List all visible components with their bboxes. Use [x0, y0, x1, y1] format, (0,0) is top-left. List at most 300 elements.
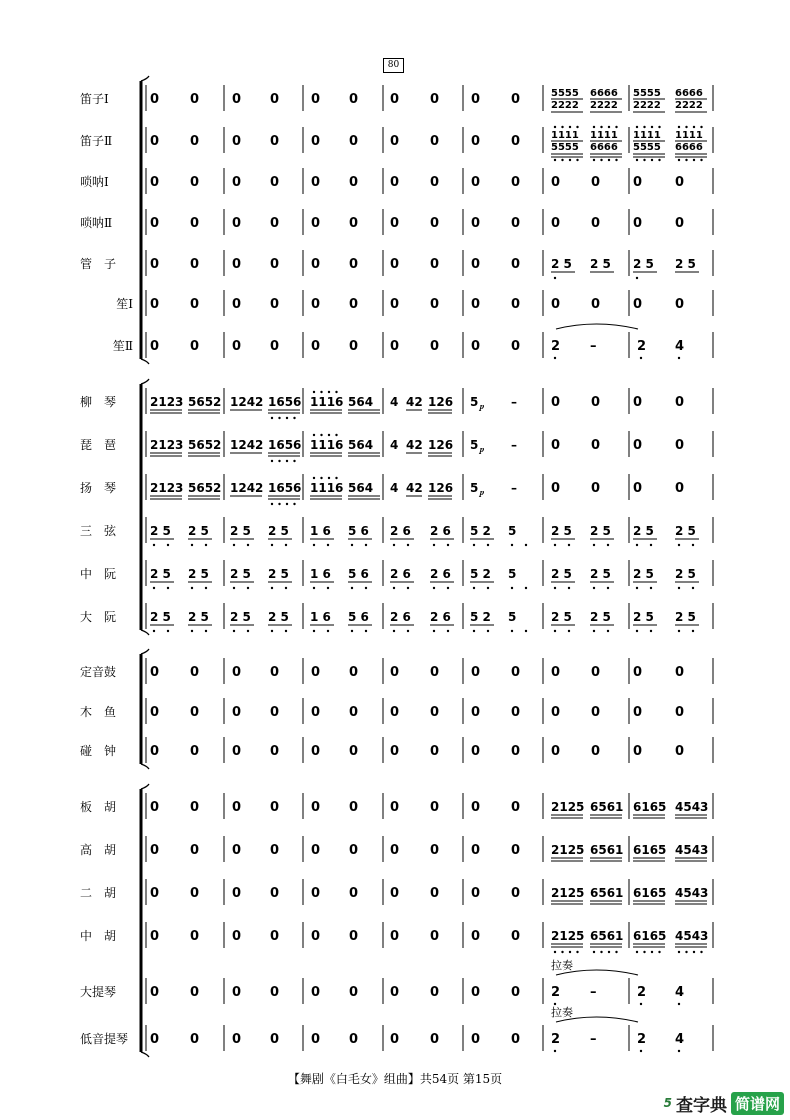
octave-dot — [650, 630, 652, 632]
rest-note: 0 — [311, 886, 321, 901]
note-group: 564 — [348, 438, 374, 452]
octave-dot — [593, 951, 595, 953]
rest-note: 0 — [311, 92, 321, 107]
rest-note: 0 — [511, 929, 521, 944]
rest-note: 0 — [430, 929, 440, 944]
octave-dot — [313, 630, 315, 632]
note-group: 42 — [406, 481, 423, 495]
octave-dot — [636, 544, 638, 546]
rest-note: 0 — [150, 843, 160, 858]
octave-dot — [554, 1003, 556, 1005]
octave-dot — [313, 477, 315, 479]
rest-note: 0 — [675, 705, 685, 720]
note-group: 2 6 — [390, 567, 411, 581]
octave-dot — [365, 630, 367, 632]
octave-dot — [593, 587, 595, 589]
note-group: 1242 — [230, 438, 264, 452]
note-group: 5 6 — [348, 567, 369, 581]
rest-note: 0 — [311, 175, 321, 190]
note-group: 6561 — [590, 800, 624, 814]
rest-note: 0 — [633, 395, 643, 410]
octave-dot — [608, 159, 610, 161]
octave-dot — [327, 630, 329, 632]
rest-note: 0 — [190, 257, 200, 272]
note-group: 5 2 — [470, 610, 491, 624]
note-group: 6165 — [633, 843, 667, 857]
octave-dot — [693, 159, 695, 161]
rest-note: 0 — [270, 297, 280, 312]
rest-note: 0 — [311, 843, 321, 858]
note: 2 — [551, 985, 561, 1000]
rest-note: 0 — [551, 175, 561, 190]
rest-note: 0 — [311, 705, 321, 720]
watermark-site: 查字典 — [675, 1095, 727, 1116]
rest-note: 0 — [349, 665, 359, 680]
rest-note: 0 — [311, 1032, 321, 1047]
rest-note: 0 — [190, 1032, 200, 1047]
rest-note: 0 — [591, 744, 601, 759]
arco-annotation: 拉奏 — [551, 959, 573, 972]
octave-dot — [335, 477, 337, 479]
octave-dot — [569, 159, 571, 161]
octave-dot — [313, 587, 315, 589]
octave-dot — [233, 630, 235, 632]
note-group: 6666 — [590, 88, 618, 99]
rest-note: 0 — [150, 216, 160, 231]
instrument-label: 笛子Ⅰ — [80, 92, 109, 106]
note: 5 — [470, 438, 479, 452]
note-group: 2 5 — [675, 567, 696, 581]
rest-note: 0 — [150, 175, 160, 190]
note-group: 6666 — [675, 142, 703, 153]
octave-dot — [600, 951, 602, 953]
octave-dot — [700, 126, 702, 128]
octave-dot — [271, 460, 273, 462]
rest-note: 0 — [471, 297, 481, 312]
note-group: 4543 — [675, 843, 709, 857]
rest-note: 0 — [551, 744, 561, 759]
rest-note: 0 — [430, 297, 440, 312]
note-group: 5 2 — [470, 567, 491, 581]
note: – — [590, 985, 597, 1000]
octave-dot — [447, 630, 449, 632]
rest-note: 0 — [551, 438, 561, 453]
octave-dot — [328, 391, 330, 393]
rest-note: 0 — [430, 744, 440, 759]
rest-note: 0 — [270, 339, 280, 354]
rest-note: 0 — [390, 257, 400, 272]
octave-dot — [271, 417, 273, 419]
octave-dot — [643, 126, 645, 128]
octave-dot — [247, 630, 249, 632]
octave-dot — [335, 391, 337, 393]
rest-note: 0 — [430, 134, 440, 149]
rest-note: 0 — [390, 297, 400, 312]
octave-dot — [554, 159, 556, 161]
note-group: 126 — [428, 481, 454, 495]
rest-note: 0 — [675, 175, 685, 190]
rest-note: 0 — [551, 705, 561, 720]
rest-note: 0 — [150, 665, 160, 680]
instrument-label: 柳 琴 — [80, 395, 117, 409]
rest-note: 0 — [190, 216, 200, 231]
octave-dot — [167, 544, 169, 546]
bracket-hook — [141, 1052, 149, 1057]
octave-dot — [678, 587, 680, 589]
rest-note: 0 — [349, 929, 359, 944]
rest-note: 0 — [270, 886, 280, 901]
rest-note: 0 — [232, 297, 242, 312]
octave-dot — [636, 630, 638, 632]
octave-dot — [608, 126, 610, 128]
arco-annotation: 拉奏 — [551, 1006, 573, 1019]
rest-note: 0 — [511, 175, 521, 190]
octave-dot — [278, 503, 280, 505]
octave-dot — [693, 951, 695, 953]
rest-note: 0 — [675, 216, 685, 231]
dynamic-mark: 𝆏 — [480, 445, 485, 455]
rest-note: 0 — [511, 216, 521, 231]
rest-note: 0 — [675, 395, 685, 410]
note: – — [511, 395, 517, 409]
octave-dot — [433, 544, 435, 546]
rest-note: 0 — [270, 92, 280, 107]
rest-note: 0 — [150, 297, 160, 312]
rest-note: 0 — [232, 800, 242, 815]
rest-note: 0 — [270, 744, 280, 759]
octave-dot — [636, 277, 638, 279]
note-group: 5 — [508, 610, 517, 624]
note-group: 5555 — [551, 142, 579, 153]
note-group: 5652 — [188, 395, 222, 409]
octave-dot — [393, 544, 395, 546]
rest-note: 0 — [150, 705, 160, 720]
rest-note: 0 — [511, 705, 521, 720]
note: 4 — [390, 438, 399, 452]
note-group: 1111 — [675, 130, 703, 141]
rest-note: 0 — [190, 985, 200, 1000]
rest-note: 0 — [349, 843, 359, 858]
note: 4 — [390, 395, 399, 409]
instrument-label: 定音鼓 — [80, 665, 117, 679]
octave-dot — [247, 544, 249, 546]
octave-dot — [554, 951, 556, 953]
note-group: 1116 — [310, 481, 344, 495]
rest-note: 0 — [270, 257, 280, 272]
octave-dot — [393, 587, 395, 589]
octave-dot — [554, 277, 556, 279]
instrument-label: 二 胡 — [80, 886, 117, 900]
octave-dot — [320, 391, 322, 393]
octave-dot — [525, 544, 527, 546]
octave-dot — [473, 544, 475, 546]
rest-note: 0 — [471, 985, 481, 1000]
rest-note: 0 — [270, 665, 280, 680]
octave-dot — [650, 544, 652, 546]
rest-note: 0 — [232, 257, 242, 272]
site-watermark — [664, 1090, 784, 1116]
rest-note: 0 — [349, 297, 359, 312]
rest-note: 0 — [551, 216, 561, 231]
octave-dot — [271, 630, 273, 632]
octave-dot — [473, 587, 475, 589]
bracket-hook — [141, 359, 149, 364]
rest-note: 0 — [591, 175, 601, 190]
octave-dot — [351, 630, 353, 632]
rest-note: 0 — [349, 886, 359, 901]
rest-note: 0 — [190, 886, 200, 901]
instrument-label: 中 阮 — [80, 567, 117, 581]
rest-note: 0 — [633, 216, 643, 231]
rest-note: 0 — [311, 257, 321, 272]
rest-note: 0 — [232, 843, 242, 858]
note-group: 6561 — [590, 886, 624, 900]
rest-note: 0 — [511, 134, 521, 149]
rest-note: 0 — [471, 175, 481, 190]
rest-note: 0 — [633, 175, 643, 190]
rest-note: 0 — [311, 929, 321, 944]
octave-dot — [615, 126, 617, 128]
note-group: 5555 — [633, 88, 661, 99]
note-group: 1656 — [268, 438, 302, 452]
octave-dot — [554, 357, 556, 359]
rest-note: 0 — [471, 92, 481, 107]
note-group: 6666 — [675, 88, 703, 99]
note-group: 126 — [428, 438, 454, 452]
octave-dot — [554, 126, 556, 128]
note-group: 2 5 — [230, 567, 251, 581]
rest-note: 0 — [270, 134, 280, 149]
rest-note: 0 — [675, 481, 685, 496]
instrument-label: 唢呐Ⅱ — [80, 216, 113, 230]
octave-dot — [636, 587, 638, 589]
octave-dot — [561, 951, 563, 953]
rest-note: 0 — [390, 985, 400, 1000]
octave-dot — [407, 630, 409, 632]
octave-dot — [351, 587, 353, 589]
rest-note: 0 — [232, 665, 242, 680]
rest-note: 0 — [150, 134, 160, 149]
note-group: 2 6 — [390, 524, 411, 538]
rest-note: 0 — [430, 1032, 440, 1047]
rest-note: 0 — [349, 257, 359, 272]
note-group: 1656 — [268, 481, 302, 495]
note-group: 6561 — [590, 929, 624, 943]
note-group: 1111 — [633, 130, 661, 141]
octave-dot — [600, 126, 602, 128]
octave-dot — [615, 951, 617, 953]
note: 2 — [637, 985, 647, 1000]
octave-dot — [576, 159, 578, 161]
note-group: 2222 — [633, 100, 661, 111]
bracket-hook — [141, 649, 149, 654]
rest-note: 0 — [150, 886, 160, 901]
note-group: 6165 — [633, 886, 667, 900]
note-group: 2222 — [551, 100, 579, 111]
rest-note: 0 — [190, 744, 200, 759]
note-group: 5 — [508, 524, 517, 538]
octave-dot — [293, 460, 295, 462]
octave-dot — [285, 587, 287, 589]
octave-dot — [678, 951, 680, 953]
octave-dot — [447, 587, 449, 589]
rest-note: 0 — [349, 92, 359, 107]
octave-dot — [678, 159, 680, 161]
octave-dot — [407, 544, 409, 546]
note-group: 4543 — [675, 800, 709, 814]
note-group: 2123 — [150, 481, 184, 495]
tie-curve — [556, 324, 638, 329]
rest-note: 0 — [311, 216, 321, 231]
octave-dot — [271, 503, 273, 505]
rest-note: 0 — [349, 744, 359, 759]
rest-note: 0 — [390, 886, 400, 901]
note: – — [511, 481, 517, 495]
note-group: 1 6 — [310, 567, 331, 581]
rest-note: 0 — [150, 339, 160, 354]
rest-note: 0 — [390, 744, 400, 759]
rest-note: 0 — [150, 92, 160, 107]
octave-dot — [607, 544, 609, 546]
octave-dot — [167, 630, 169, 632]
note-group: 1242 — [230, 395, 264, 409]
rest-note: 0 — [633, 665, 643, 680]
octave-dot — [643, 159, 645, 161]
rest-note: 0 — [150, 929, 160, 944]
octave-dot — [692, 544, 694, 546]
octave-dot — [313, 391, 315, 393]
octave-dot — [568, 544, 570, 546]
rest-note: 0 — [511, 985, 521, 1000]
rest-note: 0 — [471, 665, 481, 680]
bracket-hook — [141, 784, 149, 789]
octave-dot — [593, 544, 595, 546]
note-group: 2 5 — [188, 610, 209, 624]
rest-note: 0 — [390, 705, 400, 720]
rehearsal-mark: 80 — [383, 58, 404, 73]
rest-note: 0 — [270, 705, 280, 720]
rest-note: 0 — [190, 705, 200, 720]
rest-note: 0 — [349, 705, 359, 720]
rest-note: 0 — [591, 705, 601, 720]
note: 5 — [470, 481, 479, 495]
octave-dot — [525, 630, 527, 632]
rest-note: 0 — [311, 339, 321, 354]
octave-dot — [658, 126, 660, 128]
instrument-label: 管 子 — [80, 257, 117, 271]
note-group: 2 5 — [590, 524, 611, 538]
octave-dot — [685, 159, 687, 161]
octave-dot — [607, 587, 609, 589]
rest-note: 0 — [511, 257, 521, 272]
rest-note: 0 — [311, 665, 321, 680]
rest-note: 0 — [551, 665, 561, 680]
rest-note: 0 — [190, 843, 200, 858]
instrument-label: 板 胡 — [80, 800, 117, 814]
rest-note: 0 — [591, 481, 601, 496]
rest-note: 0 — [190, 92, 200, 107]
instrument-label: 笙Ⅱ — [112, 339, 133, 353]
octave-dot — [678, 357, 680, 359]
rest-note: 0 — [591, 297, 601, 312]
note-group: 2 5 — [675, 257, 696, 271]
note-group: 42 — [406, 438, 423, 452]
note-group: 2 5 — [551, 524, 572, 538]
rest-note: 0 — [232, 1032, 242, 1047]
rest-note: 0 — [511, 843, 521, 858]
octave-dot — [511, 544, 513, 546]
octave-dot — [636, 126, 638, 128]
rest-note: 0 — [349, 216, 359, 231]
rest-note: 0 — [591, 216, 601, 231]
octave-dot — [271, 544, 273, 546]
octave-dot — [247, 587, 249, 589]
octave-dot — [286, 503, 288, 505]
rest-note: 0 — [270, 985, 280, 1000]
octave-dot — [205, 630, 207, 632]
instrument-label: 大提琴 — [80, 985, 117, 999]
rest-note: 0 — [675, 744, 685, 759]
octave-dot — [191, 630, 193, 632]
octave-dot — [447, 544, 449, 546]
rest-note: 0 — [633, 481, 643, 496]
note-group: 2 6 — [430, 610, 451, 624]
octave-dot — [678, 544, 680, 546]
octave-dot — [365, 544, 367, 546]
rest-note: 0 — [471, 843, 481, 858]
note-group: 1242 — [230, 481, 264, 495]
octave-dot — [205, 587, 207, 589]
octave-dot — [278, 460, 280, 462]
octave-dot — [473, 630, 475, 632]
note: 2 — [637, 1032, 647, 1047]
rest-note: 0 — [430, 665, 440, 680]
rest-note: 0 — [349, 339, 359, 354]
rest-note: 0 — [349, 134, 359, 149]
rest-note: 0 — [390, 339, 400, 354]
rest-note: 0 — [633, 744, 643, 759]
rest-note: 0 — [633, 705, 643, 720]
octave-dot — [593, 630, 595, 632]
note-group: 5555 — [633, 142, 661, 153]
rest-note: 0 — [390, 800, 400, 815]
rest-note: 0 — [390, 134, 400, 149]
rest-note: 0 — [551, 481, 561, 496]
note-group: 2 6 — [390, 610, 411, 624]
rest-note: 0 — [430, 257, 440, 272]
octave-dot — [293, 417, 295, 419]
rest-note: 0 — [390, 665, 400, 680]
octave-dot — [554, 587, 556, 589]
note-group: 2125 — [551, 800, 585, 814]
rest-note: 0 — [270, 175, 280, 190]
rest-note: 0 — [311, 134, 321, 149]
octave-dot — [313, 434, 315, 436]
note-group: 1656 — [268, 395, 302, 409]
rest-note: 0 — [349, 800, 359, 815]
rest-note: 0 — [511, 800, 521, 815]
note-group: 2 5 — [675, 524, 696, 538]
rest-note: 0 — [430, 985, 440, 1000]
octave-dot — [286, 417, 288, 419]
octave-dot — [636, 951, 638, 953]
rest-note: 0 — [150, 985, 160, 1000]
rest-note: 0 — [232, 134, 242, 149]
instrument-label: 三 弦 — [80, 524, 117, 538]
rest-note: 0 — [232, 744, 242, 759]
octave-dot — [320, 477, 322, 479]
rest-note: 0 — [675, 665, 685, 680]
